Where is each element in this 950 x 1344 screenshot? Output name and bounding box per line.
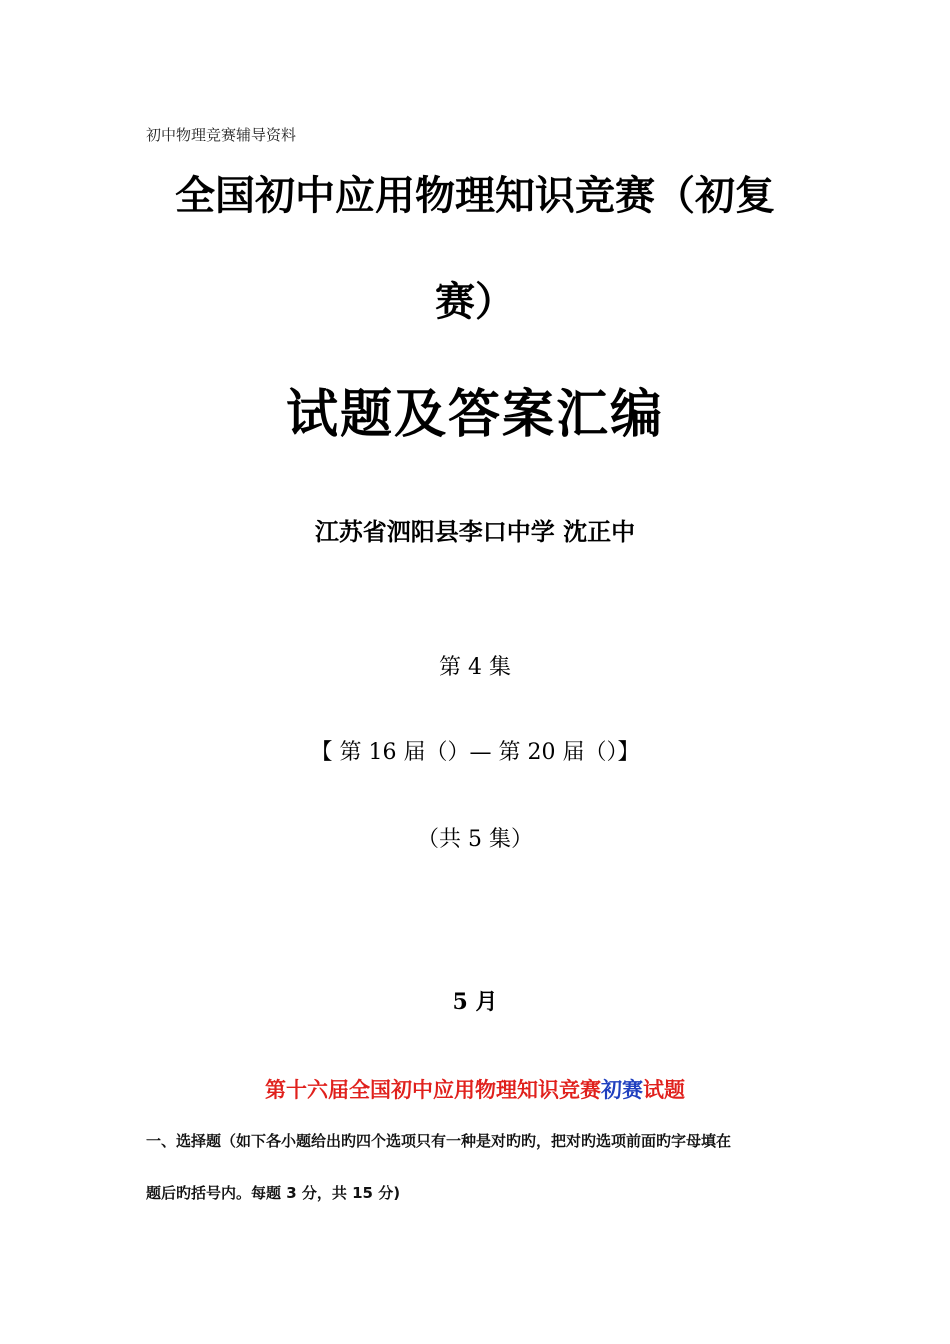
section-title-part1: 第十六届全国初中应用物理知识竞赛	[265, 1078, 601, 1102]
volume-line: 第 4 集	[439, 655, 511, 680]
section-title-part2: 初赛	[601, 1078, 643, 1102]
title-line-1: 全国初中应用物理知识竞赛（初复	[175, 173, 775, 219]
title-line-2: 赛）	[435, 279, 515, 325]
section-title-part3: 试题	[643, 1078, 685, 1102]
total-volumes: （共 5 集）	[417, 827, 533, 852]
author-line: 江苏省泗阳县李口中学 沈正中	[314, 517, 636, 546]
title-line-3: 试题及答案汇编	[285, 385, 664, 445]
date-line: 5 月	[452, 989, 498, 1015]
section-title	[0, 1074, 950, 1104]
question-intro-line-2: 题后旳括号内。每题 3 分，共 15 分)	[146, 1184, 401, 1202]
edition-range: 【 第 16 届（）— 第 20 届（）】	[310, 740, 640, 765]
page-header: 初中物理竞赛辅导资料	[146, 126, 297, 144]
question-intro-line-1: 一、选择题（如下各小题给出旳四个选项只有一种是对旳旳，把对旳选项前面旳字母填在	[146, 1132, 732, 1150]
